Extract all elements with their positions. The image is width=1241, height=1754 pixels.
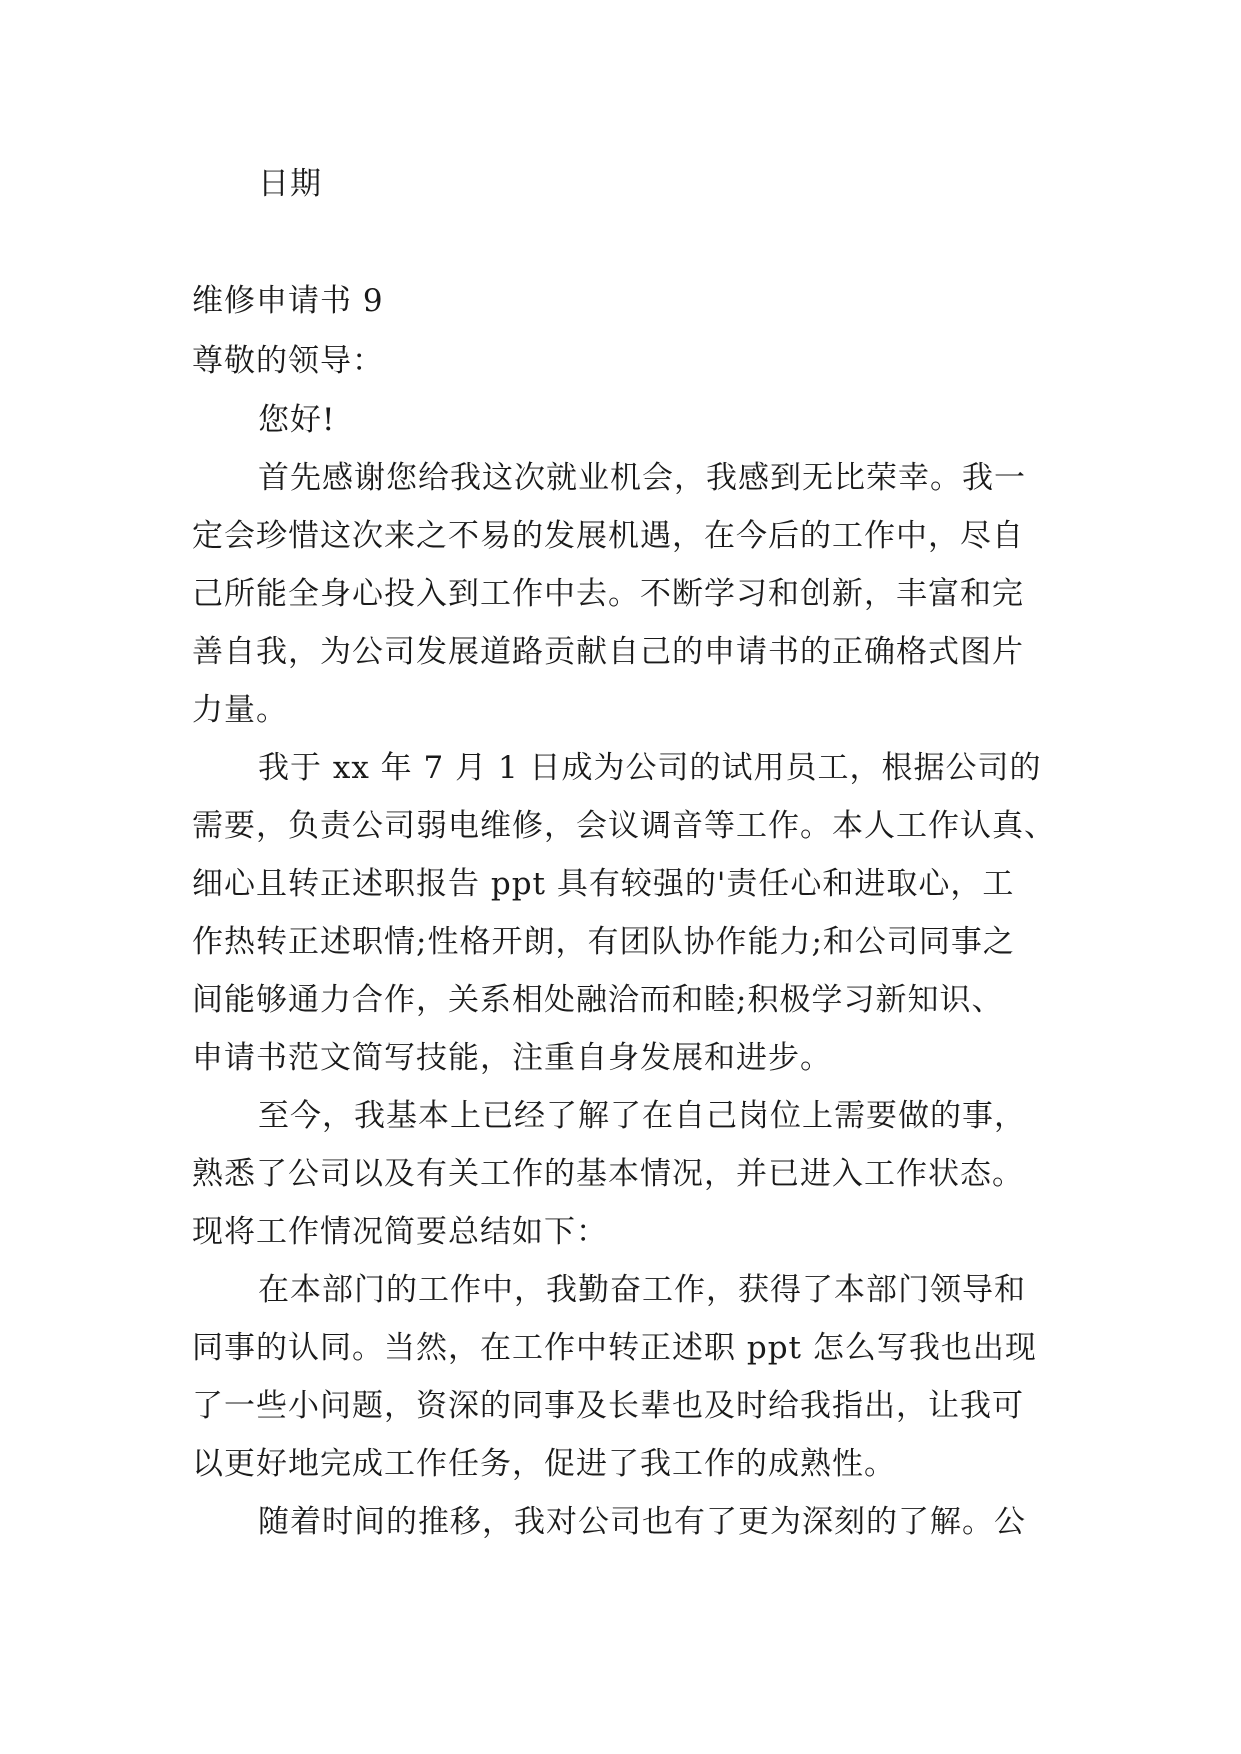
document-body (192, 391, 1072, 1551)
paragraph-line: 需要，负责公司弱电维修，会议调音等工作。本人工作认真、 (192, 808, 1056, 844)
paragraph-line: 现将工作情况简要总结如下： (192, 1214, 608, 1250)
paragraph (192, 1087, 1072, 1261)
paragraph-line: 己所能全身心投入到工作中去。不断学习和创新，丰富和完 (192, 576, 1024, 612)
paragraph (192, 739, 1072, 1087)
paragraph-line: 同事的认同。当然，在工作中转正述职 ppt 怎么写我也出现 (192, 1330, 1037, 1366)
paragraph-line: 作热转正述职情;性格开朗，有团队协作能力;和公司同事之 (192, 924, 1015, 960)
paragraph (192, 449, 1072, 739)
paragraph (192, 1493, 1072, 1551)
salutation: 尊敬的领导： (192, 343, 384, 379)
document-title: 维修申请书 9 (192, 283, 384, 319)
paragraph-line: 申请书范文简写技能，注重自身发展和进步。 (192, 1040, 832, 1076)
paragraph-line: 定会珍惜这次来之不易的发展机遇，在今后的工作中，尽自 (192, 518, 1024, 554)
paragraph (192, 1261, 1072, 1493)
paragraph-line: 力量。 (192, 692, 288, 728)
paragraph-line: 以更好地完成工作任务，促进了我工作的成熟性。 (192, 1446, 896, 1482)
greeting: 您好! (258, 402, 336, 438)
paragraph-line: 在本部门的工作中，我勤奋工作，获得了本部门领导和 (258, 1272, 1026, 1308)
paragraph-line: 首先感谢您给我这次就业机会，我感到无比荣幸。我一 (258, 460, 1026, 496)
date-label: 日期 (258, 166, 322, 202)
paragraph-line: 善自我，为公司发展道路贡献自己的申请书的正确格式图片 (192, 634, 1024, 670)
paragraph-line: 随着时间的推移，我对公司也有了更为深刻的了解。公 (258, 1504, 1026, 1540)
paragraph-line: 间能够通力合作，关系相处融洽而和睦;积极学习新知识、 (192, 982, 1004, 1018)
paragraph-line: 我于 xx 年 7 月 1 日成为公司的试用员工，根据公司的 (258, 750, 1042, 786)
paragraph-line: 细心且转正述职报告 ppt 具有较强的'责任心和进取心，工 (192, 866, 1015, 902)
paragraph-line: 熟悉了公司以及有关工作的基本情况，并已进入工作状态。 (192, 1156, 1024, 1192)
paragraph-line: 了一些小问题，资深的同事及长辈也及时给我指出，让我可 (192, 1388, 1024, 1424)
paragraph-line: 至今，我基本上已经了解了在自己岗位上需要做的事， (258, 1098, 1026, 1134)
